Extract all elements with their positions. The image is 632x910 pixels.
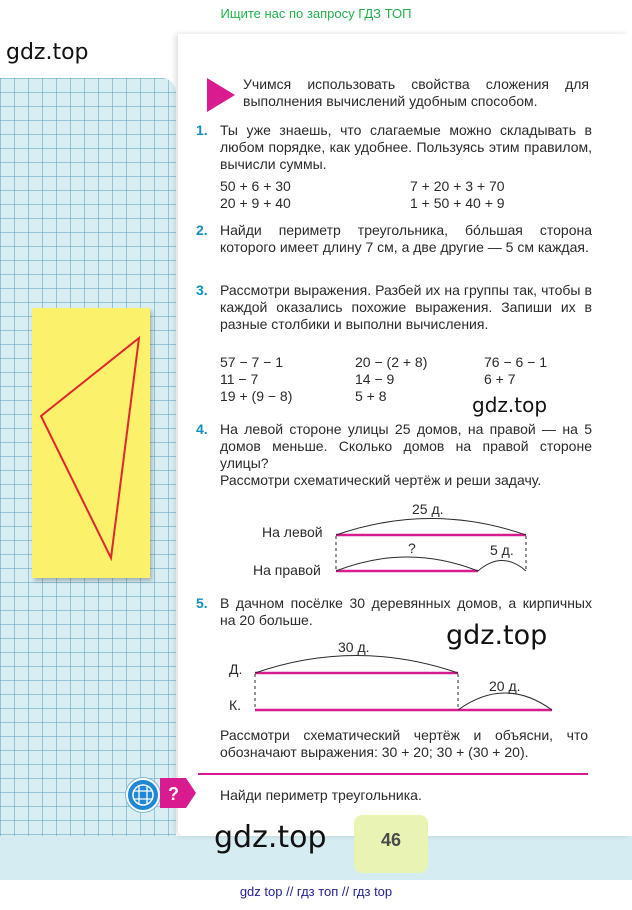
unknown-value: ? bbox=[408, 540, 416, 556]
task-3-column-1 bbox=[220, 354, 292, 405]
task-text: Найди периметр треугольника, бо́льшая сторона которого имеет длину 7 см, а две другие — 5 см каждая. bbox=[220, 222, 592, 255]
watermark: gdz.top bbox=[6, 40, 89, 65]
expression: 50 + 6 + 30 bbox=[220, 178, 291, 194]
task-4-diagram bbox=[240, 495, 560, 585]
task-text: На левой стороне улицы 25 домов, на правой — на 5 домов меньше. Сколько домов на правой стороне улицы? bbox=[220, 421, 592, 471]
triangle-drawing bbox=[32, 308, 150, 578]
extra-value: 20 д. bbox=[489, 678, 521, 694]
expression: 6 + 7 bbox=[484, 371, 516, 387]
divider bbox=[198, 773, 588, 775]
expression: 7 + 20 + 3 + 70 bbox=[410, 178, 505, 194]
task-1 bbox=[196, 122, 592, 173]
wooden-value: 30 д. bbox=[338, 640, 370, 655]
task-5-diagram bbox=[225, 640, 565, 720]
task-number: 1. bbox=[196, 122, 208, 138]
svg-text:?: ? bbox=[168, 784, 179, 804]
watermark: gdz.top bbox=[472, 393, 548, 417]
left-total-value: 25 д. bbox=[412, 501, 444, 517]
expression: 1 + 50 + 40 + 9 bbox=[410, 195, 505, 211]
watermark: gdz.top bbox=[214, 820, 327, 855]
wooden-brace bbox=[255, 656, 458, 674]
task-text: В дачном посёлке 30 деревянных домов, а кирпичных на 20 больше. bbox=[220, 595, 592, 628]
watermark: gdz.top bbox=[446, 620, 548, 651]
task-number: 2. bbox=[196, 222, 208, 238]
difference-brace bbox=[478, 561, 526, 572]
bonus-question: Найди периметр треугольника. bbox=[220, 787, 422, 803]
expression: 11 − 7 bbox=[220, 371, 259, 387]
task-1-column-2 bbox=[410, 178, 505, 212]
task-text: Ты уже знаешь, что слагаемые можно складывать в любом порядке, как удобнее. Пользуясь этим правилом, вычисли суммы. bbox=[220, 122, 592, 172]
sticky-note-triangle bbox=[32, 308, 150, 578]
expression: 14 − 9 bbox=[355, 371, 395, 387]
task-text-secondary: Рассмотри схематический чертёж и объясни, что обозначают выражения: 30 + 20; 30 + (30 + 20). bbox=[220, 727, 588, 760]
extra-brace bbox=[458, 693, 552, 710]
wooden-label: Д. bbox=[229, 661, 243, 677]
difference-value: 5 д. bbox=[490, 542, 514, 558]
task-text: Рассмотри выражения. Разбей их на группы так, чтобы в каждой оказались похожие выражения. Запиши их в разные столбики и выполни вычисления. bbox=[220, 282, 592, 332]
left-side-label: На левой bbox=[262, 524, 323, 540]
right-side-label: На правой bbox=[253, 562, 321, 578]
task-4 bbox=[196, 421, 592, 489]
task-number: 5. bbox=[196, 595, 208, 611]
task-text-secondary: Рассмотри схематический чертёж и реши задачу. bbox=[220, 472, 542, 488]
task-5-followup bbox=[220, 727, 588, 761]
top-banner[interactable]: Ищите нас по запросу ГДЗ ТОП bbox=[220, 6, 412, 21]
expression: 76 − 6 − 1 bbox=[484, 354, 548, 370]
play-arrow-icon bbox=[205, 76, 237, 114]
expression: 5 + 8 bbox=[355, 388, 387, 404]
task-number: 4. bbox=[196, 421, 208, 437]
globe-icon[interactable] bbox=[126, 778, 160, 812]
question-icon bbox=[160, 778, 196, 808]
task-3-column-3 bbox=[484, 354, 547, 388]
task-2 bbox=[196, 222, 592, 256]
footer-links[interactable]: gdz top // гдз топ // гдз top bbox=[239, 884, 393, 899]
task-3 bbox=[196, 282, 592, 333]
expression: 20 + 9 + 40 bbox=[220, 195, 291, 211]
expression: 20 − (2 + 8) bbox=[355, 354, 428, 370]
expression: 19 + (9 − 8) bbox=[220, 388, 293, 404]
task-1-column-1 bbox=[220, 178, 291, 212]
lesson-intro: Учимся использовать свойства сложения для выполнения вычислений удобным способом. bbox=[243, 76, 589, 109]
task-3-column-2 bbox=[355, 354, 427, 405]
brick-label: К. bbox=[229, 697, 242, 713]
unknown-brace bbox=[336, 557, 478, 571]
task-number: 3. bbox=[196, 282, 208, 298]
expression: 57 − 7 − 1 bbox=[220, 354, 284, 370]
left-total-brace bbox=[336, 519, 526, 536]
page-number: 46 bbox=[354, 815, 428, 873]
